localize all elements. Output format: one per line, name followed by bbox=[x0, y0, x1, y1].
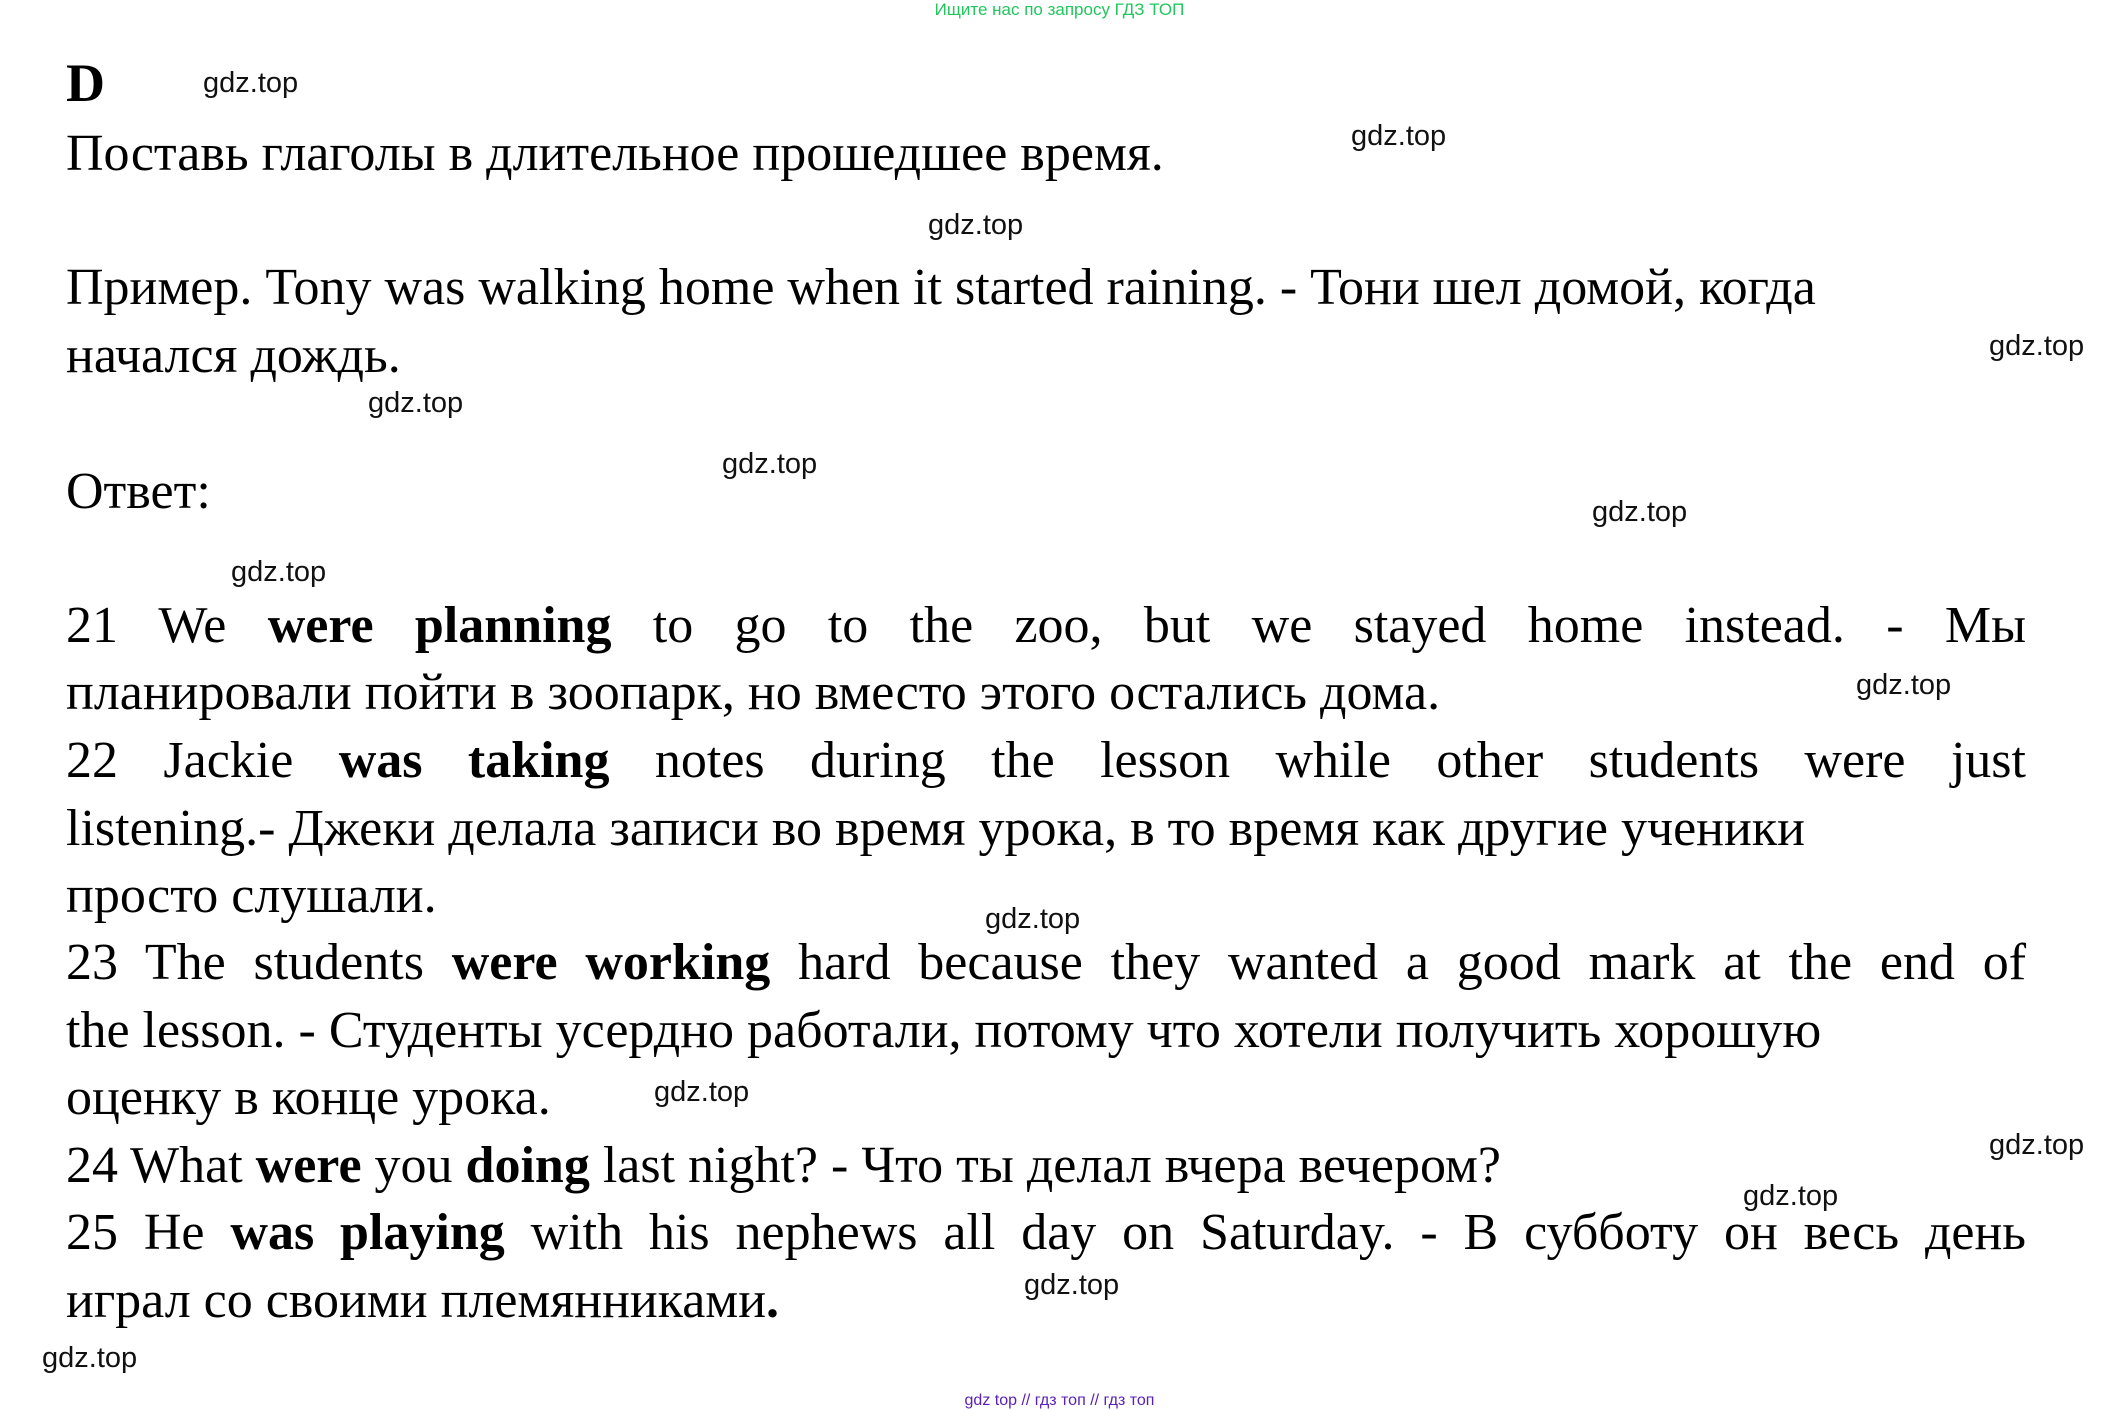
watermark: gdz.top bbox=[1592, 496, 1688, 528]
watermark: gdz.top bbox=[42, 1342, 138, 1374]
answer-21-line-2: планировали пойти в зоопарк, но вместо этого остались дома. bbox=[66, 664, 1441, 721]
answer-22-line-3: просто слушали. bbox=[66, 867, 437, 924]
watermark: gdz.top bbox=[1743, 1180, 1839, 1212]
example-line-2: начался дождь. bbox=[66, 327, 401, 384]
example-line-1: Пример. Tony was walking home when it started raining. - Тони шел домой, когда bbox=[66, 259, 1816, 316]
instruction: Поставь глаголы в длительное прошедшее время. bbox=[66, 125, 1164, 182]
answer-23-line-3: оценку в конце урока. bbox=[66, 1069, 551, 1126]
answer-23-verb: were working bbox=[451, 934, 771, 991]
answer-24-number: 24 What bbox=[66, 1137, 243, 1194]
watermark: gdz.top bbox=[203, 67, 299, 99]
answer-24-verb-1: were bbox=[255, 1137, 362, 1194]
answer-24-line-1 bbox=[66, 1137, 1501, 1194]
answer-25-line-2-end: . bbox=[766, 1272, 780, 1329]
answer-23-line-1 bbox=[66, 934, 2027, 991]
answer-24-verb-2: doing bbox=[465, 1137, 590, 1194]
watermark: gdz.top bbox=[368, 387, 464, 419]
watermark: gdz.top bbox=[985, 903, 1081, 935]
watermark: gdz.top bbox=[1351, 120, 1447, 152]
answer-25-line-1 bbox=[66, 1204, 2027, 1261]
answer-label: Ответ: bbox=[66, 463, 211, 520]
answer-25-verb: was playing bbox=[230, 1204, 505, 1261]
answer-22-number: 22 Jackie bbox=[66, 732, 294, 789]
answer-24-mid: you bbox=[374, 1137, 453, 1194]
answer-21-rest: to go to the zoo, but we stayed home instead. - Мы bbox=[652, 597, 2027, 654]
top-banner: Ищите нас по запросу ГДЗ ТОП bbox=[934, 0, 1185, 19]
answer-22-line-2: listening.- Джеки делала записи во время урока, в то время как другие ученики bbox=[66, 800, 1805, 857]
answer-24-rest: last night? - Что ты делал вчера вечером? bbox=[602, 1137, 1501, 1194]
answer-23-number: 23 The students bbox=[66, 934, 424, 991]
answer-25-number: 25 He bbox=[66, 1204, 205, 1261]
answer-23-rest: hard because they wanted a good mark at the end of bbox=[798, 934, 2027, 991]
section-letter: D bbox=[66, 53, 105, 113]
answer-25-line-2 bbox=[66, 1272, 780, 1329]
watermark: gdz.top bbox=[231, 556, 327, 588]
footer: gdz top // гдз топ // гдз топ bbox=[964, 1392, 1155, 1409]
answer-22-line-1 bbox=[66, 732, 2026, 789]
watermark: gdz.top bbox=[654, 1076, 750, 1108]
watermark: gdz.top bbox=[928, 209, 1024, 241]
watermark: gdz.top bbox=[722, 448, 818, 480]
answer-25-line-2-text: играл со своими племянниками bbox=[66, 1272, 767, 1329]
watermark: gdz.top bbox=[1989, 1129, 2085, 1161]
answer-21-verb: were planning bbox=[267, 597, 612, 654]
answer-21-number: 21 We bbox=[66, 597, 227, 654]
answer-22-verb: was taking bbox=[338, 732, 610, 789]
answer-23-line-2: the lesson. - Студенты усердно работали, потому что хотели получить хорошую bbox=[66, 1002, 1822, 1059]
answer-25-rest: with his nephews all day on Saturday. - В субботу он весь день bbox=[530, 1204, 2027, 1261]
answer-21-line-1 bbox=[66, 597, 2027, 654]
watermark: gdz.top bbox=[1989, 330, 2085, 362]
answer-22-rest: notes during the lesson while other students were just bbox=[654, 732, 2026, 789]
watermark: gdz.top bbox=[1024, 1269, 1120, 1301]
watermark: gdz.top bbox=[1856, 669, 1952, 701]
